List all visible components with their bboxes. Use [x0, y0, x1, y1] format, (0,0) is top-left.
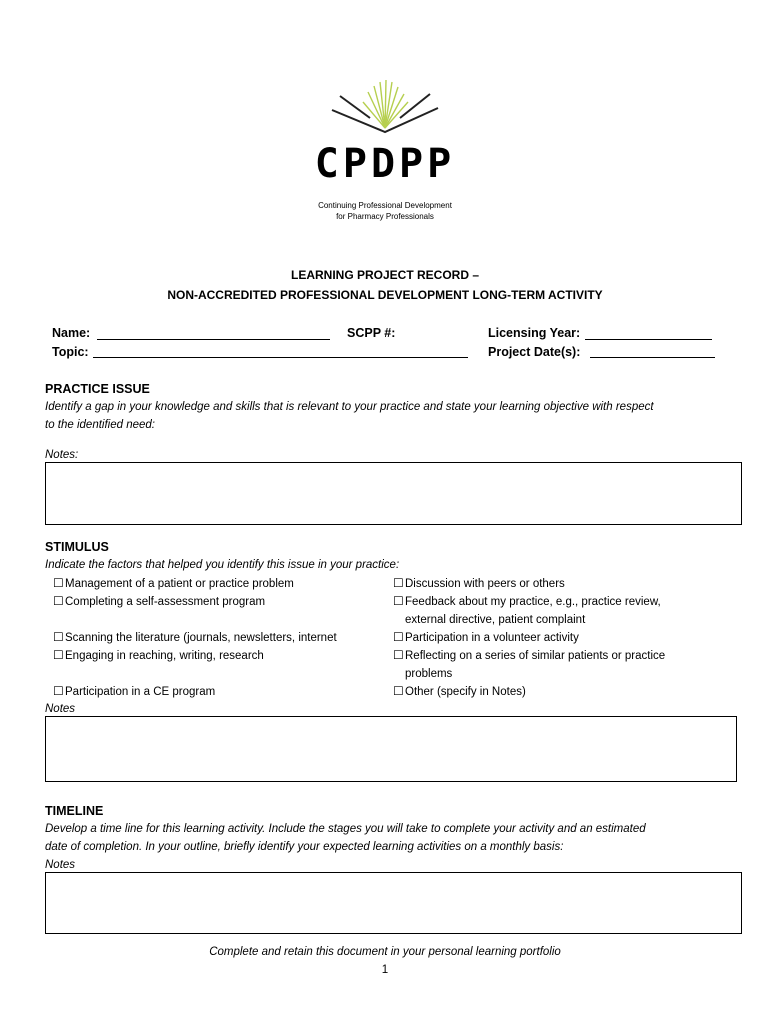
document-title-line1: LEARNING PROJECT RECORD – — [290, 268, 480, 282]
document-title-line2: NON-ACCREDITED PROFESSIONAL DEVELOPMENT LONG-TERM ACTIVITY — [167, 288, 603, 302]
checkbox-icon[interactable]: ☐ — [53, 576, 64, 590]
scpp-label: SCPP #: — [347, 326, 396, 340]
stimulus-option-management[interactable] — [53, 574, 294, 593]
topic-field[interactable] — [93, 357, 468, 358]
timeline-notes-box[interactable] — [45, 872, 742, 934]
project-dates-label: Project Date(s): — [488, 345, 581, 359]
logo-subtitle-line2: for Pharmacy Professionals — [336, 212, 434, 221]
checkbox-icon[interactable]: ☐ — [393, 684, 404, 698]
timeline-instruction-line1: Develop a time line for this learning activity. Include the stages you will take to complete your activity and an estimated — [45, 823, 646, 835]
stimulus-option-other[interactable] — [393, 682, 526, 701]
option-label: Other (specify in Notes) — [405, 686, 526, 698]
option-label: Participation in a volunteer activity — [405, 632, 579, 644]
option-label: Reflecting on a series of similar patients or practice — [405, 650, 666, 662]
logo-subtitle — [300, 200, 470, 222]
stimulus-option-research[interactable] — [53, 646, 264, 665]
option-label: Engaging in reaching, writing, research — [65, 650, 264, 662]
checkbox-icon[interactable]: ☐ — [53, 648, 64, 662]
topic-label: Topic: — [52, 345, 89, 359]
checkbox-icon[interactable]: ☐ — [53, 630, 64, 644]
checkbox-icon[interactable]: ☐ — [393, 630, 404, 644]
page-number: 1 — [381, 964, 389, 976]
licensing-year-field[interactable] — [585, 339, 712, 340]
stimulus-option-volunteer[interactable] — [393, 628, 579, 647]
logo-wordmark: CPDPP — [314, 141, 456, 187]
footer-note: Complete and retain this document in your personal learning portfolio — [209, 946, 561, 958]
checkbox-icon[interactable]: ☐ — [393, 594, 404, 608]
logo-subtitle-line1: Continuing Professional Development — [318, 201, 452, 210]
checkbox-icon[interactable]: ☐ — [393, 648, 404, 662]
project-dates-field[interactable] — [590, 357, 715, 358]
stimulus-heading: STIMULUS — [45, 540, 109, 554]
option-label: Scanning the literature (journals, newsletters, internet — [65, 632, 337, 644]
option-label: Discussion with peers or others — [405, 578, 565, 590]
timeline-instruction-line2: date of completion. In your outline, briefly identify your expected learning activities on a monthly basis: — [45, 841, 564, 853]
practice-issue-instruction-line2: to the identified need: — [45, 419, 155, 431]
stimulus-option-feedback[interactable] — [393, 592, 661, 629]
option-label-continued: external directive, patient complaint — [405, 614, 586, 626]
name-label: Name: — [52, 326, 91, 340]
stimulus-option-ce-program[interactable] — [53, 682, 215, 701]
stimulus-notes-box[interactable] — [45, 716, 737, 782]
practice-issue-notes-label: Notes: — [45, 449, 79, 461]
option-label: Feedback about my practice, e.g., practice review, — [405, 596, 661, 608]
stimulus-option-self-assessment[interactable] — [53, 592, 265, 611]
practice-issue-instruction-line1: Identify a gap in your knowledge and skills that is relevant to your practice and state your learning objective with respect — [45, 401, 654, 413]
checkbox-icon[interactable]: ☐ — [393, 576, 404, 590]
stimulus-option-reflecting[interactable] — [393, 646, 665, 683]
practice-issue-heading: PRACTICE ISSUE — [45, 382, 150, 396]
option-label: Completing a self-assessment program — [65, 596, 266, 608]
checkbox-icon[interactable]: ☐ — [53, 684, 64, 698]
stimulus-option-literature[interactable] — [53, 628, 337, 647]
book-sprout-icon — [330, 78, 440, 140]
timeline-notes-label: Notes — [45, 859, 76, 871]
licensing-year-label: Licensing Year: — [488, 326, 581, 340]
option-label: Participation in a CE program — [65, 686, 216, 698]
option-label-continued: problems — [405, 668, 453, 680]
stimulus-instruction: Indicate the factors that helped you identify this issue in your practice: — [45, 559, 400, 571]
option-label: Management of a patient or practice problem — [65, 578, 294, 590]
cpdpp-logo — [300, 78, 470, 228]
checkbox-icon[interactable]: ☐ — [53, 594, 64, 608]
name-field[interactable] — [97, 339, 330, 340]
stimulus-option-discussion[interactable] — [393, 574, 565, 593]
timeline-heading: TIMELINE — [45, 804, 104, 818]
stimulus-notes-label: Notes — [45, 703, 76, 715]
practice-issue-notes-box[interactable] — [45, 462, 742, 525]
